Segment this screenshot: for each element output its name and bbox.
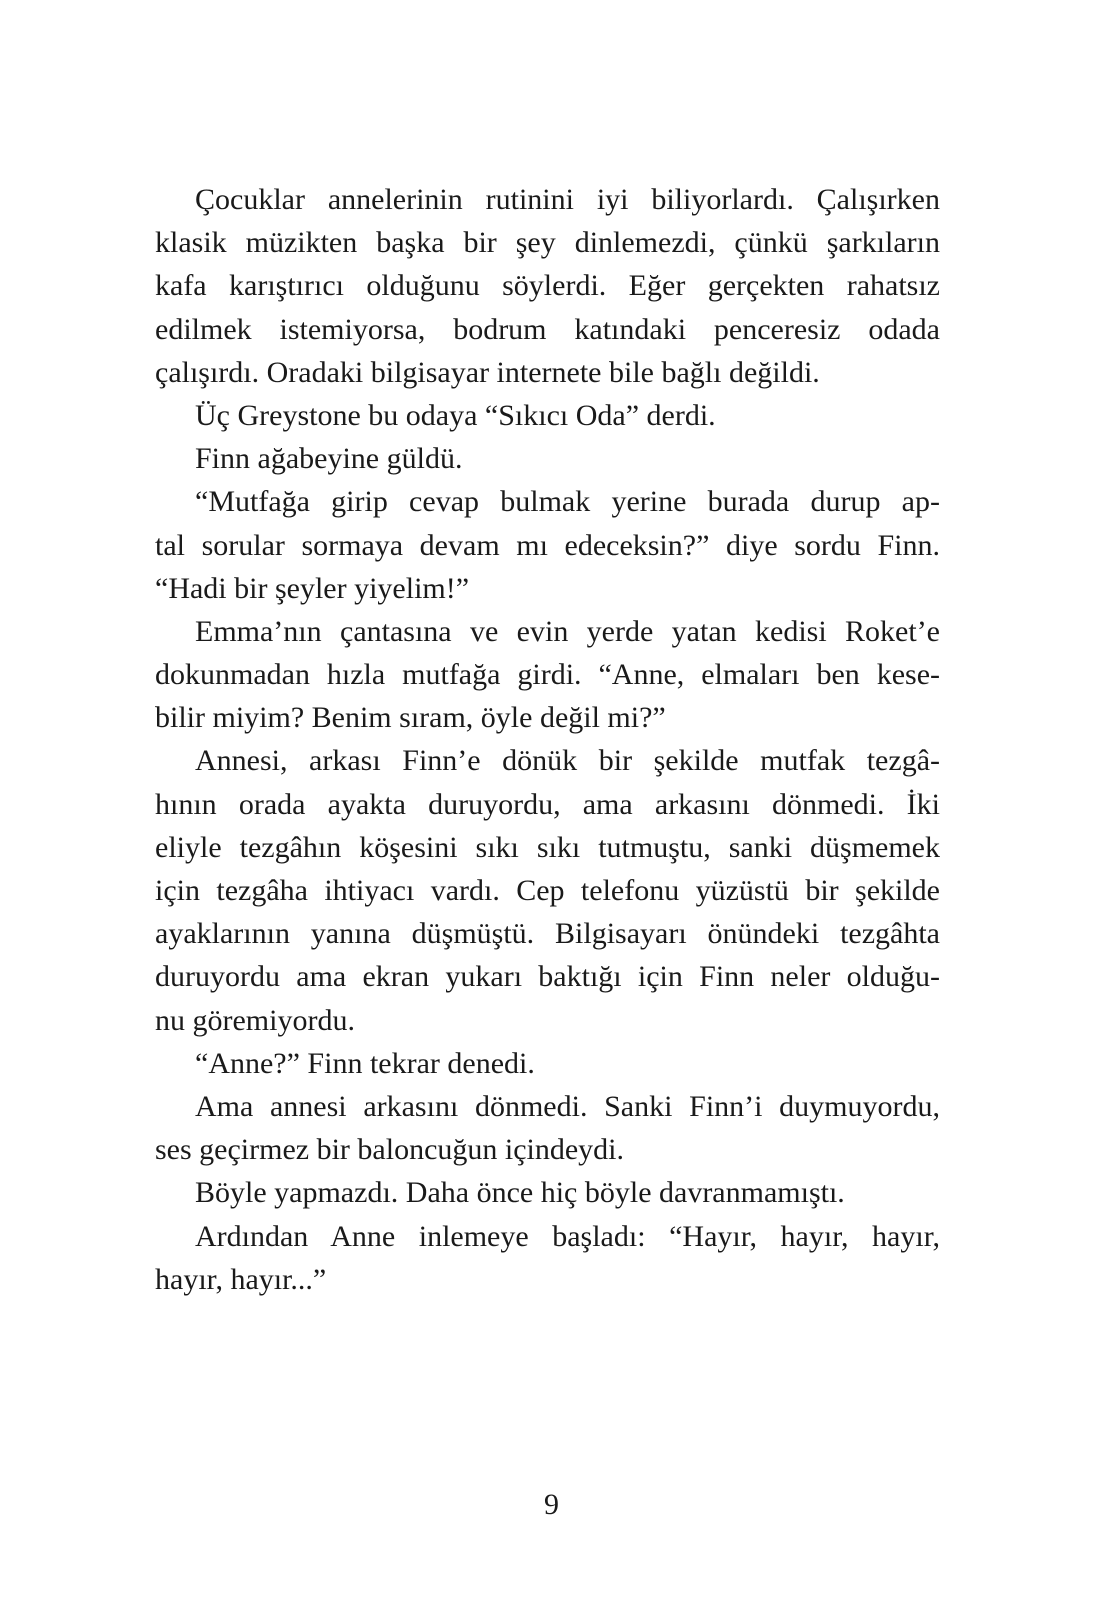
text-line: kafa karıştırıcı olduğunu söylerdi. Eğer gerçekten rahatsız — [155, 269, 940, 303]
text-line: Çocuklar annelerinin rutinini iyi biliyorlardı. Çalışırken — [195, 183, 940, 216]
text-line: Böyle yapmazdı. Daha önce hiç böyle davranmamıştı. — [195, 1176, 845, 1210]
text-line: nu göremiyordu. — [155, 1003, 355, 1037]
text-line: dokunmadan hızla mutfağa girdi. “Anne, elmaları ben kese- — [155, 658, 940, 692]
text-line: hayır, hayır...” — [155, 1262, 327, 1296]
text-line: tal sorular sormaya devam mı edeceksin?” diye sordu Finn. — [155, 528, 940, 562]
text-line: “Hadi bir şeyler yiyelim!” — [155, 571, 470, 605]
text-line: Emma’nın çantasına ve evin yerde yatan kedisi Roket’e — [195, 614, 940, 648]
text-line: “Anne?” Finn tekrar denedi. — [195, 1046, 535, 1080]
text-line: duruyordu ama ekran yukarı baktığı için Finn neler olduğu- — [155, 960, 940, 994]
text-line: ayaklarının yanına düşmüştü. Bilgisayarı önündeki tezgâhta — [155, 917, 940, 951]
body-text — [155, 178, 940, 1301]
text-line: Annesi, arkası Finn’e dönük bir şekilde mutfak tezgâ- — [195, 744, 940, 778]
text-line: bilir miyim? Benim sıram, öyle değil mi?” — [155, 701, 666, 735]
text-line: Finn ağabeyine güldü. — [195, 442, 463, 476]
text-line: Üç Greystone bu odaya “Sıkıcı Oda” derdi. — [195, 398, 716, 432]
text-line: Ardından Anne inlemeye başladı: “Hayır, hayır, hayır, — [195, 1219, 940, 1253]
text-line: “Mutfağa girip cevap bulmak yerine burada durup ap- — [195, 485, 940, 519]
text-line: çalışırdı. Oradaki bilgisayar internete bile bağlı değildi. — [155, 355, 820, 389]
text-line: eliyle tezgâhın köşesini sıkı sıkı tutmuştu, sanki düşmemek — [155, 830, 940, 864]
text-line: hının orada ayakta duruyordu, ama arkasını dönmedi. İki — [155, 787, 940, 821]
page-number: 9 — [544, 1488, 559, 1521]
text-line: ses geçirmez bir baloncuğun içindeydi. — [155, 1133, 625, 1167]
text-line: edilmek istemiyorsa, bodrum katındaki penceresiz odada — [155, 312, 940, 346]
text-line: klasik müzikten başka bir şey dinlemezdi, çünkü şarkıların — [155, 226, 940, 260]
text-line: için tezgâha ihtiyacı vardı. Cep telefonu yüzüstü bir şekilde — [155, 874, 940, 907]
text-line: Ama annesi arkasını dönmedi. Sanki Finn’i duymuyordu, — [195, 1089, 940, 1123]
